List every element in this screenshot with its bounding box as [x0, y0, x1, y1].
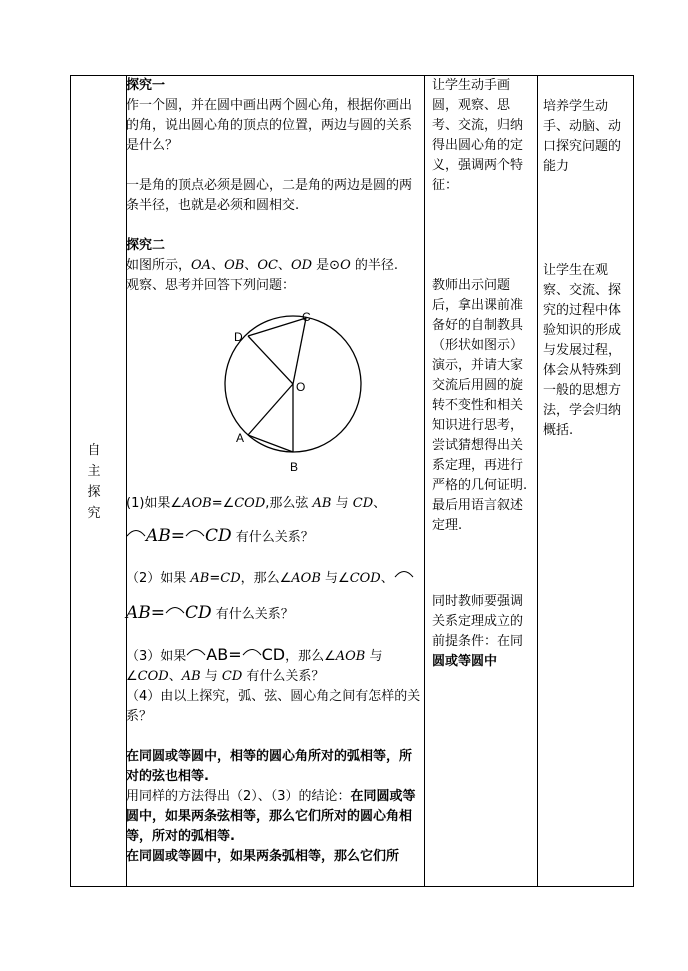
section-label-char: 究 — [87, 506, 101, 521]
radius-od — [248, 336, 293, 384]
probe2-title: 探究二 — [126, 238, 166, 253]
probe1-title: 探究一 — [126, 78, 166, 93]
question-2-cont: AB= CD 有什么关系？ — [126, 603, 294, 623]
teacher-para-2: 教师出示问题后，拿出课前准备好的自制教具（形状如图示）演示，并请大家交流后用圆的旋转不变性和相关知识进行思考，尝试猜想得出关系定理，再进行严格的几何证明.最后用语言叙述定理. — [432, 278, 528, 533]
label-o: O — [296, 380, 306, 394]
conclusion-1: 在同圆或等圆中，相等的圆心角所对的弧相等，所对的弦也相等. — [126, 749, 413, 784]
label-d: D — [234, 330, 243, 344]
section-label-char: 探 — [87, 485, 101, 500]
arc-icon — [126, 527, 146, 537]
arc-icon — [242, 646, 262, 656]
question-1: (1)如果∠AOB=∠COD,那么弦 AB 与 CD、 — [126, 496, 387, 511]
question-1-cont: AB= CD 有什么关系？ — [126, 526, 422, 548]
column-divider — [424, 76, 425, 886]
section-label-char: 主 — [87, 464, 101, 479]
label-a: A — [236, 431, 245, 445]
question-2: （2）如果 AB=CD，那么∠AOB 与∠COD、 — [126, 568, 422, 589]
design-purpose — [543, 97, 631, 441]
chord-ab — [248, 435, 293, 452]
arc-icon — [394, 568, 414, 578]
teacher-para-1: 让学生动手画圆，观察、思考、交流，归纳得出圆心角的定义，强调两个特征： — [432, 78, 524, 193]
purpose-para-2: 让学生在观察、交流、探究的过程中体验知识的形成与发展过程，体会从特殊到一般的思想方法，学会归纳概括. — [543, 263, 622, 438]
probe2-instruction: 观察、思考并回答下列问题： — [126, 278, 296, 293]
conclusion-3: 在同圆或等圆中，如果两条弧相等，那么它们所 — [126, 849, 400, 864]
question-3: （3）如果 AB= CD，那么∠AOB 与 — [126, 645, 383, 664]
radius-oc — [293, 318, 306, 384]
questions — [126, 494, 422, 867]
teacher-activity — [432, 76, 530, 672]
question-4: （4）由以上探究，弧、弦、圆心角之间有怎样的关系？ — [126, 689, 421, 724]
arc-icon — [165, 604, 185, 614]
probe1-answer: 一是角的顶点必须是圆心，二是角的两边是圆的两条半径，也就是必须和圆相交. — [126, 178, 413, 213]
purpose-para-1: 培养学生动手、动脑、动口探究问题的能力 — [543, 99, 622, 174]
section-label — [82, 440, 106, 524]
teacher-para-3: 同时教师要强调关系定理成立的前提条件：在同圆或等圆中 — [432, 594, 524, 669]
probe2-intro: 如图所示，OA、OB、OC、OD 是⊙O 的半径. — [126, 258, 398, 273]
label-b: B — [290, 460, 299, 474]
probe1-text: 作一个圆，并在圆中画出两个圆心角，根据你画出的角，说出圆心角的顶点的位置，两边与圆的关系是什么？ — [126, 98, 413, 153]
question-3-cont: ∠COD、AB 与 CD 有什么关系？ — [126, 669, 325, 684]
label-c: C — [302, 310, 311, 324]
arc-icon — [186, 646, 206, 656]
arc-icon — [185, 527, 205, 537]
radius-oa — [248, 384, 293, 435]
conclusion-2: 用同样的方法得出（2）、（3）的结论：在同圆或等圆中，如果两条弦相等，那么它们所对的圆心角相等，所对的弧相等. — [126, 789, 416, 844]
circle-diagram — [220, 300, 380, 480]
section-label-char: 自 — [87, 443, 101, 458]
main-content — [126, 76, 422, 296]
column-divider — [537, 76, 538, 886]
